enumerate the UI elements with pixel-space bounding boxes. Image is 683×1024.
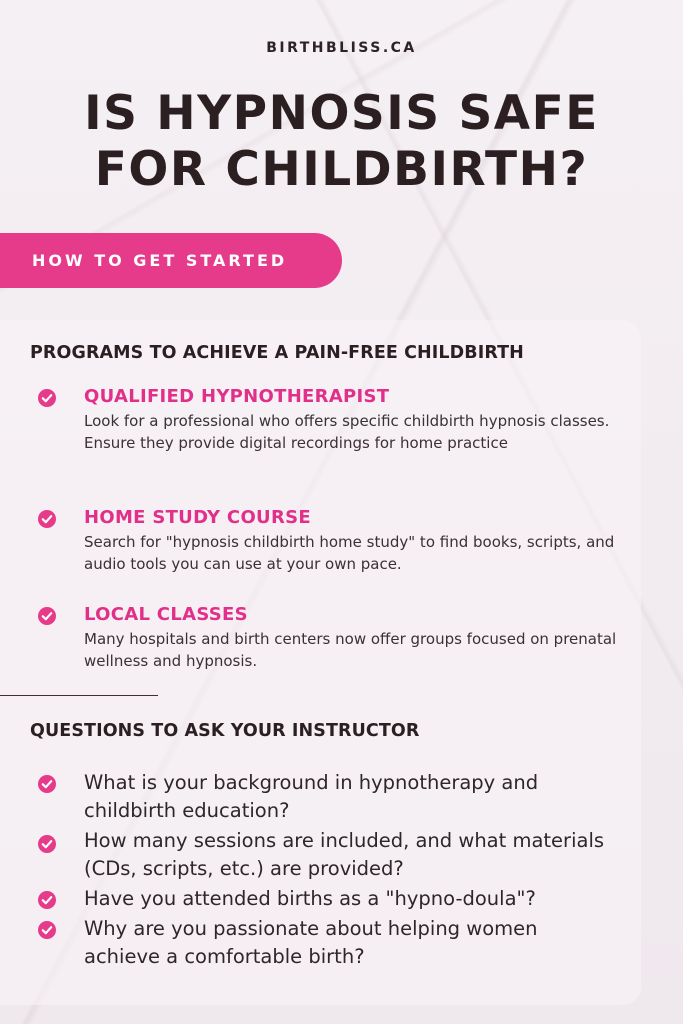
- title-line-1: IS HYPNOSIS SAFE: [84, 86, 599, 141]
- question-text: Why are you passionate about helping women achieve a comfortable birth?: [84, 917, 538, 968]
- check-circle-icon: [38, 921, 56, 939]
- programs-heading: PROGRAMS TO ACHIEVE A PAIN-FREE CHILDBIRTH: [30, 343, 524, 363]
- question-text: What is your background in hypnotherapy and childbirth education?: [84, 771, 539, 822]
- question-text: How many sessions are included, and what materials (CDs, scripts, etc.) are provided?: [84, 829, 605, 880]
- site-name: BIRTHBLISS.CA: [266, 40, 417, 56]
- get-started-banner: HOW TO GET STARTED: [0, 233, 342, 288]
- program-description: Search for "hypnosis childbirth home study" to find books, scripts, and audio tools you can use at your own pace.: [84, 533, 615, 573]
- check-circle-icon: [38, 389, 56, 407]
- section-divider: [0, 695, 158, 696]
- program-description: Many hospitals and birth centers now offer groups focused on prenatal wellness and hypnosis.: [84, 630, 617, 670]
- program-title: QUALIFIED HYPNOTHERAPIST: [84, 386, 390, 407]
- program-description: Look for a professional who offers specific childbirth hypnosis classes. Ensure they provide digital recordings for home practice: [84, 412, 610, 452]
- check-circle-icon: [38, 835, 56, 853]
- check-circle-icon: [38, 607, 56, 625]
- program-title: LOCAL CLASSES: [84, 604, 248, 625]
- check-circle-icon: [38, 775, 56, 793]
- check-circle-icon: [38, 510, 56, 528]
- page-title: [0, 86, 683, 198]
- check-circle-icon: [38, 891, 56, 909]
- questions-heading: QUESTIONS TO ASK YOUR INSTRUCTOR: [30, 721, 420, 741]
- program-title: HOME STUDY COURSE: [84, 507, 311, 528]
- title-line-2: FOR CHILDBIRTH?: [94, 142, 589, 197]
- question-text: Have you attended births as a "hypno-doula"?: [84, 887, 536, 910]
